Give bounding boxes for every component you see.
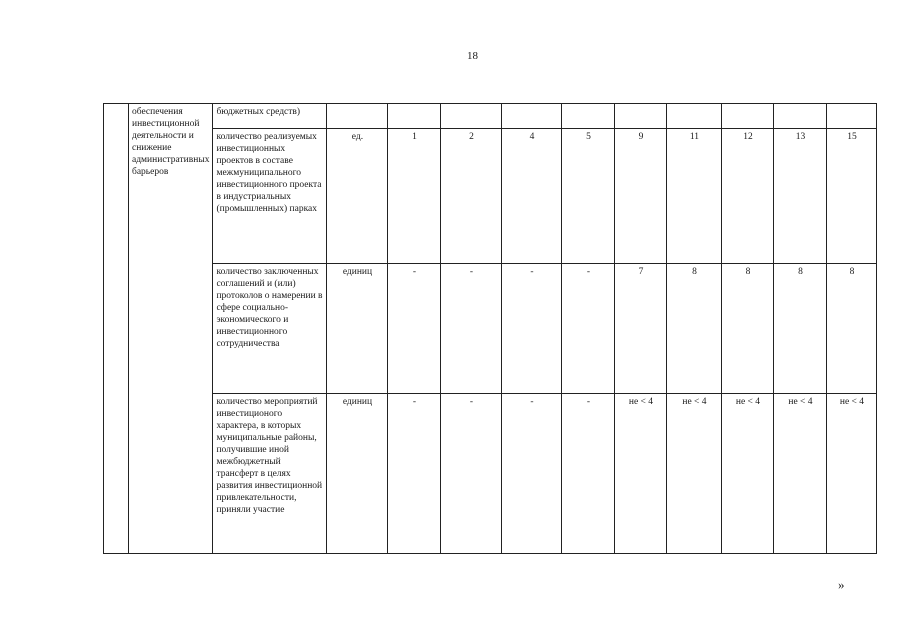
value-cell: 11 <box>667 129 722 264</box>
value-cell: - <box>502 264 562 394</box>
closing-quote: » <box>838 577 845 592</box>
indicator-cell: количество мероприятий инвестиционого характера, в которых муниципальные районы, получившие иной межбюджетный трансферт в целях развития инвестиционной привлекательности, приняли участие <box>213 394 327 554</box>
value-cell: - <box>562 264 615 394</box>
value-cell <box>667 104 722 129</box>
indicator-cell: количество заключенных соглашений и (или) протоколов о намерении в сфере социально-экономического и инвестиционного сотрудничества <box>213 264 327 394</box>
value-cell: 15 <box>827 129 877 264</box>
indicators-table <box>103 103 877 554</box>
value-cell: 4 <box>502 129 562 264</box>
value-cell: 8 <box>667 264 722 394</box>
value-cell <box>441 104 502 129</box>
number-cell <box>104 104 129 554</box>
value-cell: 8 <box>722 264 774 394</box>
value-cell: 12 <box>722 129 774 264</box>
value-cell <box>388 104 441 129</box>
page-number: 18 <box>467 50 478 62</box>
value-cell: не < 4 <box>722 394 774 554</box>
value-cell: 5 <box>562 129 615 264</box>
unit-cell: единиц <box>327 394 388 554</box>
value-cell: - <box>502 394 562 554</box>
value-cell: не < 4 <box>615 394 667 554</box>
value-cell <box>562 104 615 129</box>
value-cell: 8 <box>827 264 877 394</box>
value-cell: не < 4 <box>827 394 877 554</box>
value-cell: - <box>562 394 615 554</box>
value-cell: - <box>388 394 441 554</box>
unit-cell: ед. <box>327 129 388 264</box>
value-cell <box>774 104 827 129</box>
goal-cell <box>129 104 213 554</box>
unit-cell: единиц <box>327 264 388 394</box>
value-cell: 8 <box>774 264 827 394</box>
value-cell <box>722 104 774 129</box>
value-cell: 7 <box>615 264 667 394</box>
value-cell: - <box>441 264 502 394</box>
table-row <box>104 104 877 129</box>
value-cell: 9 <box>615 129 667 264</box>
table-row <box>104 129 877 264</box>
goal-text: обеспечения инвестиционной деятельности и снижение административных барьеров <box>132 107 210 177</box>
value-cell: не < 4 <box>774 394 827 554</box>
value-cell <box>502 104 562 129</box>
value-cell: - <box>388 264 441 394</box>
table-row <box>104 264 877 394</box>
indicator-cell: количество реализуемых инвестиционных проектов в составе межмуниципального инвестиционного проекта в индустриальных (промышленных) парках <box>213 129 327 264</box>
value-cell: - <box>441 394 502 554</box>
value-cell: 2 <box>441 129 502 264</box>
indicator-cell: бюджетных средств) <box>213 104 327 129</box>
unit-cell <box>327 104 388 129</box>
table-row <box>104 394 877 554</box>
value-cell <box>615 104 667 129</box>
value-cell: 1 <box>388 129 441 264</box>
value-cell: не < 4 <box>667 394 722 554</box>
value-cell: 13 <box>774 129 827 264</box>
value-cell <box>827 104 877 129</box>
